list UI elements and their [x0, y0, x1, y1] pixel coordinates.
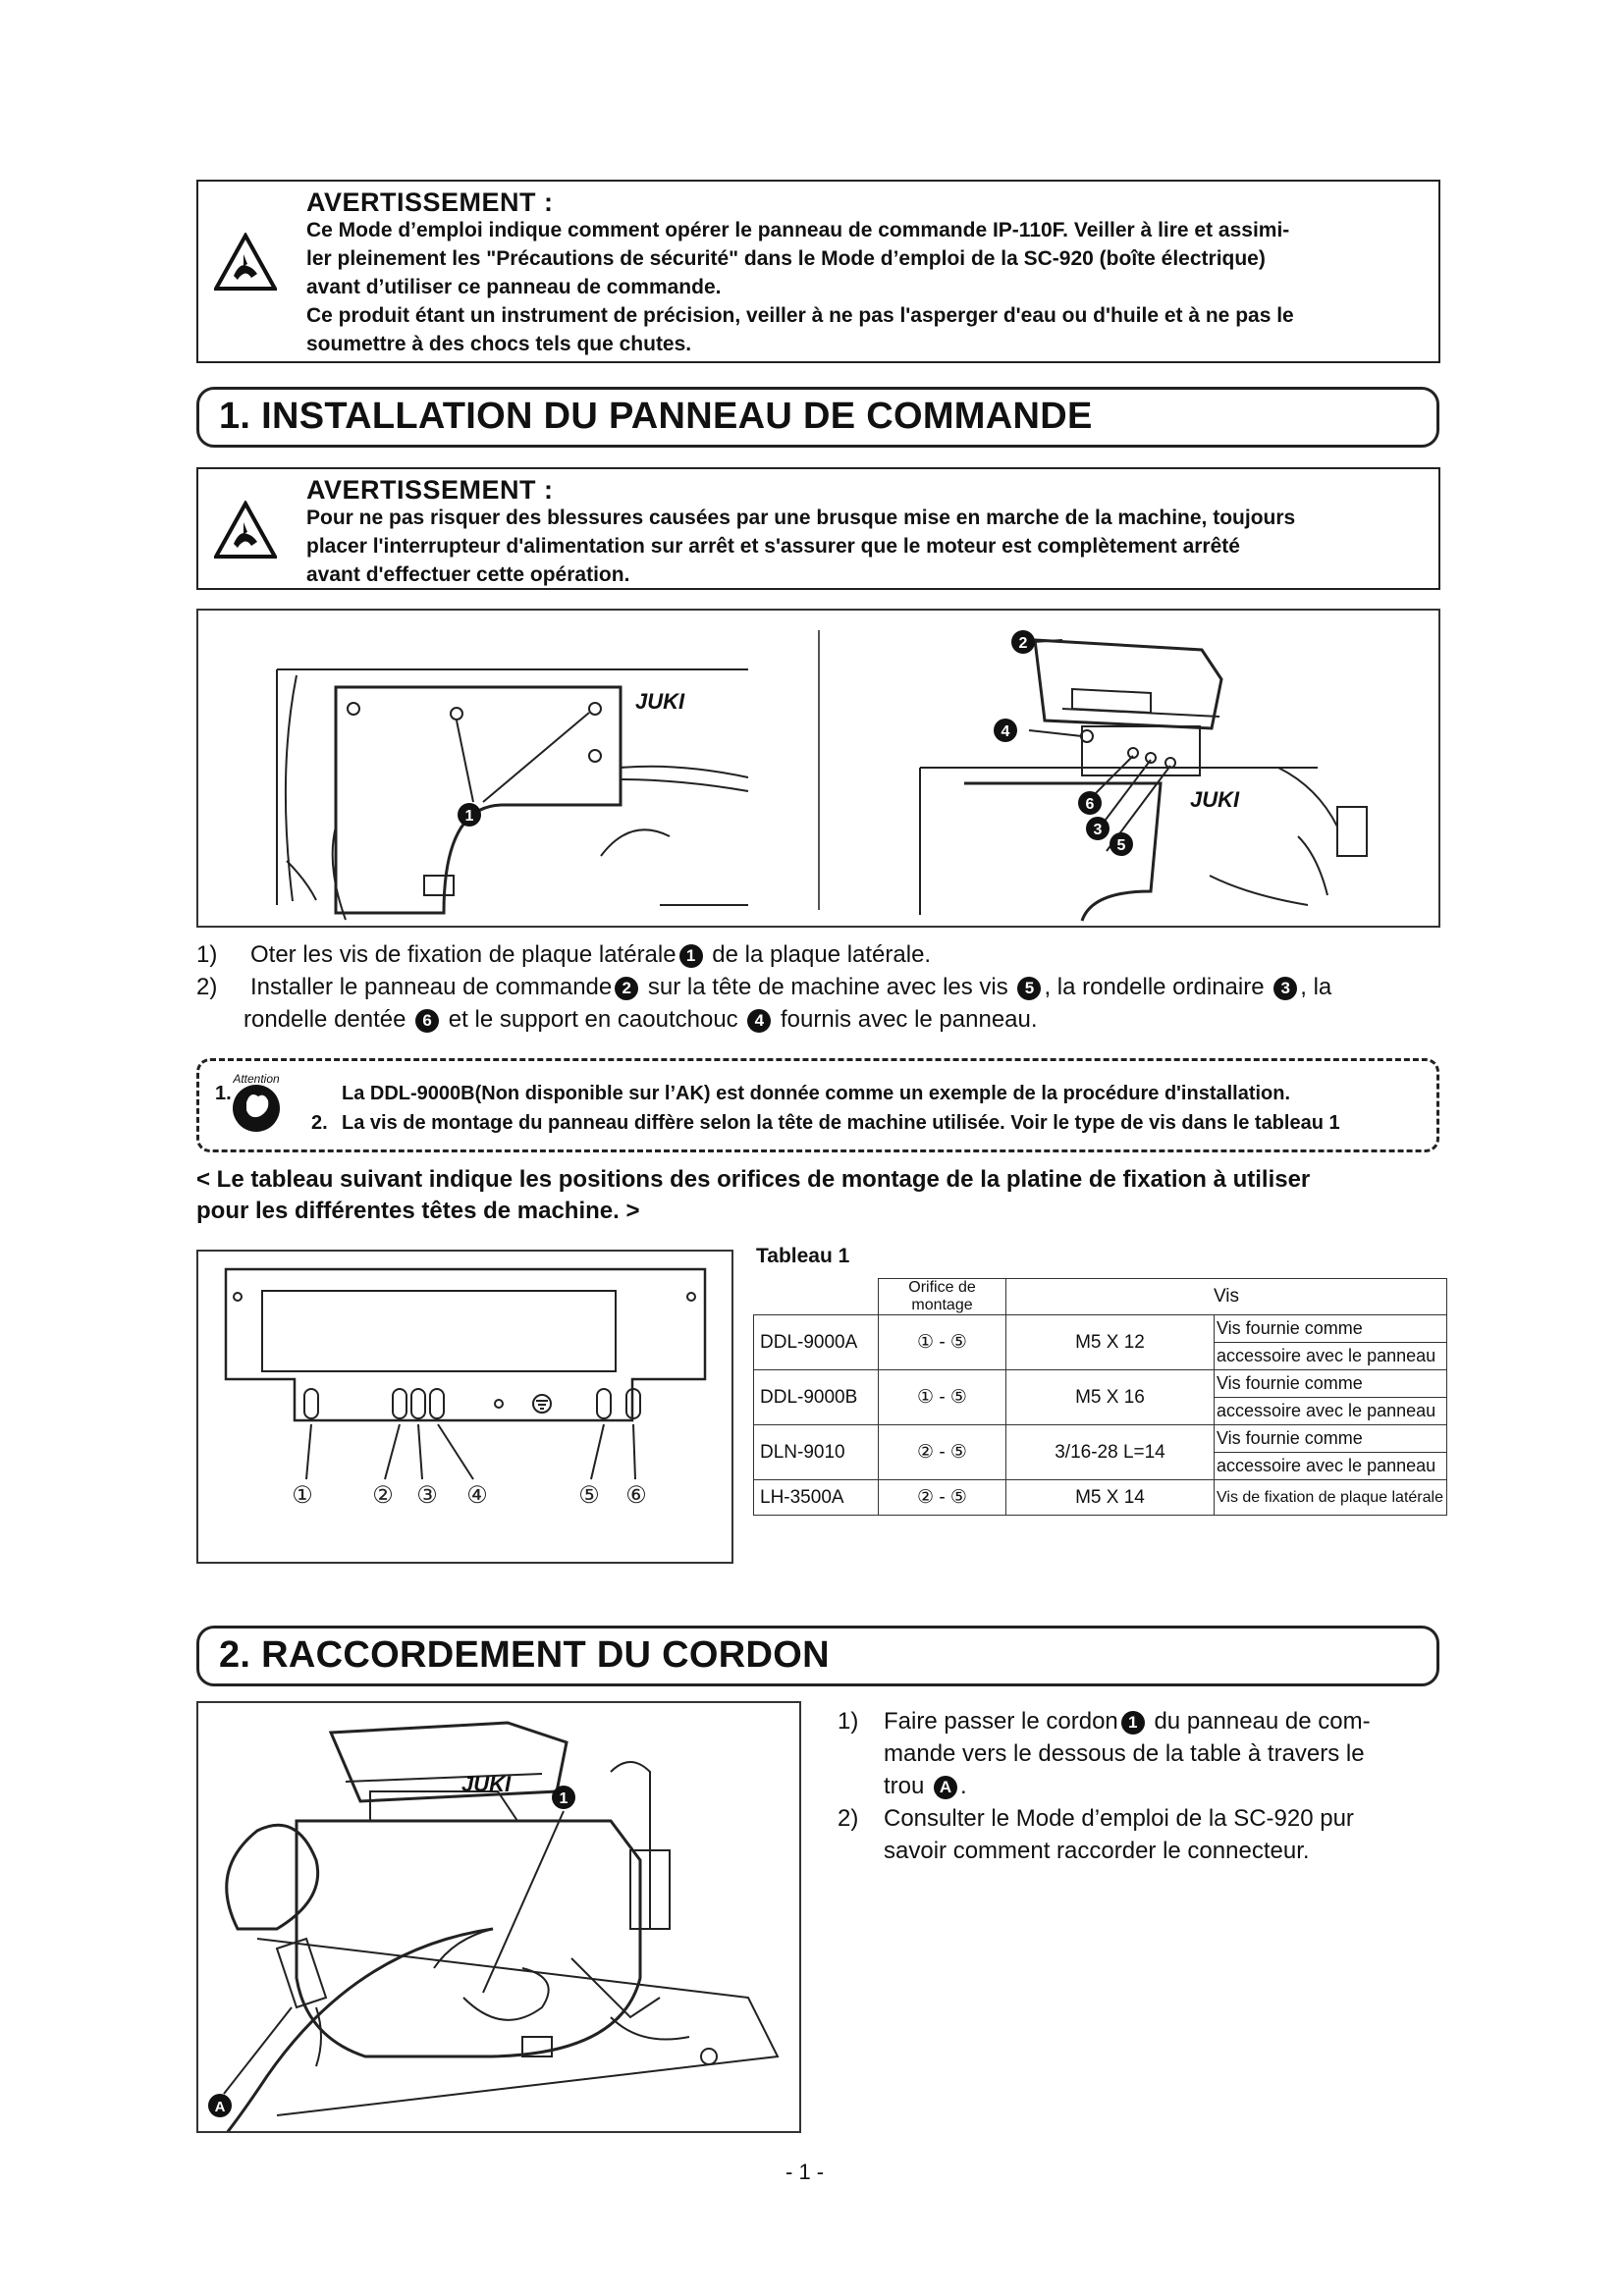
plate-hole-label: ③	[416, 1482, 438, 1509]
attention-box	[196, 1058, 1439, 1152]
section-1-header	[196, 387, 1439, 448]
attention-line-1: La DDL-9000B(Non disponible sur l’AK) est donnée comme un exemple de la procédure d'installation.	[342, 1083, 1291, 1104]
svg-text:3: 3	[1093, 822, 1103, 838]
section-2-title: 2. RACCORDEMENT DU CORDON	[219, 1634, 830, 1676]
section-2-header	[196, 1626, 1439, 1686]
table-row: DDL-9000A ① - ⑤ M5 X 12 Vis fournie comme	[754, 1315, 1447, 1343]
table-header: Orifice de montage	[879, 1279, 1006, 1315]
attention-line-2: La vis de montage du panneau diffère selon la tête de machine utilisée. Voir le type de vis dans le tableau 1	[342, 1112, 1340, 1134]
step-2: 2) Installer le panneau de commande 2 sur la tête de machine avec les vis 5 , la rondelle ordinaire 3 , la	[196, 974, 1332, 1000]
svg-text:1: 1	[464, 808, 474, 825]
table-row: DDL-9000B ① - ⑤ M5 X 16 Vis fournie comme	[754, 1370, 1447, 1398]
step-1: 1) Faire passer le cordon 1 du panneau de com- mande vers le dessous de la table à travers le trou A .	[838, 1708, 1371, 1799]
plate-hole-label: ②	[372, 1482, 394, 1509]
step-2: 2) Consulter le Mode d’emploi de la SC-920 pur savoir comment raccorder le connecteur.	[838, 1805, 1354, 1864]
svg-text:6: 6	[1085, 796, 1095, 813]
warning-box-2	[196, 467, 1440, 590]
brand-logo: JUKI	[1190, 787, 1240, 812]
step-2-continued: rondelle dentée 6 et le support en caoutchouc 4 fournis avec le panneau.	[244, 1006, 1038, 1033]
callout-badge: 1	[559, 1790, 568, 1807]
plate-hole-label: ①	[292, 1482, 313, 1509]
step-1: 1) Oter les vis de fixation de plaque latérale 1 de la plaque latérale.	[196, 941, 932, 968]
warning-triangle-icon	[214, 501, 277, 560]
cord-steps	[838, 1705, 1436, 1867]
brand-logo: JUKI	[461, 1772, 512, 1796]
table-header-row	[754, 1279, 1447, 1315]
table-caption: Tableau 1	[756, 1245, 850, 1267]
svg-text:2: 2	[1018, 635, 1028, 652]
table-intro-note: < Le tableau suivant indique les positions des orifices de montage de la platine de fixation à utiliser pour les différentes têtes de machine. >	[196, 1166, 1311, 1224]
plate-hole-label: ⑥	[625, 1482, 647, 1509]
table-row: DLN-9010 ② - ⑤ 3/16-28 L=14 Vis fournie comme	[754, 1425, 1447, 1453]
cord-connection-figure	[196, 1701, 801, 2133]
warning-title: AVERTISSEMENT :	[306, 187, 554, 217]
plate-hole-label: ⑤	[578, 1482, 600, 1509]
mounting-plate-figure	[196, 1250, 733, 1564]
warning-triangle-icon	[214, 233, 277, 292]
plate-hole-label: ④	[466, 1482, 488, 1509]
attention-number-2: 2.	[311, 1112, 328, 1134]
brand-logo: JUKI	[635, 689, 685, 714]
table-header: Vis	[1006, 1279, 1447, 1315]
svg-text:Attention: Attention	[233, 1072, 280, 1086]
callout-badge: A	[214, 2099, 226, 2115]
attention-number-1: 1.	[215, 1083, 232, 1104]
installation-steps	[196, 938, 1443, 1036]
section-1-title: 1. INSTALLATION DU PANNEAU DE COMMANDE	[219, 396, 1093, 437]
installation-figure	[196, 609, 1440, 928]
table-row: LH-3500A ② - ⑤ M5 X 14 Vis de fixation de plaque latérale	[754, 1480, 1447, 1516]
page-number: - 1 -	[785, 2160, 825, 2184]
cord-connection-illustration	[198, 1703, 799, 2131]
installation-illustration	[198, 611, 1438, 926]
svg-text:4: 4	[1001, 723, 1010, 740]
warning-text: Ce Mode d’emploi indique comment opérer le panneau de commande IP-110F. Veiller à lire et assimi- ler pleinement les "Précautions de sécurité" dans le Mode d’emploi de la SC-920 (boîte électrique) avant d’utiliser ce panneau de commande. Ce produit étant un instrument de précision, veiller à ne pas l'asperger d'eau ou d'huile et à ne pas le soumettre à des chocs tels que chutes.	[306, 219, 1294, 355]
svg-text:5: 5	[1116, 837, 1126, 854]
screw-table: Orifice de montage Vis DDL-9000A ① - ⑤ M5 X 12 Vis fournie comme accessoire avec le panneau DDL-9000B ① - ⑤ M5 X 16 Vis fournie comme accessoire avec le panneau DLN-9010 ② - ⑤ 3/16-28 L=14 Vis fournie comme accessoire avec le panneau LH-3500A ② - ⑤ M5 X 14 Vis de fixation de plaque latérale	[753, 1278, 1447, 1516]
warning-title: AVERTISSEMENT :	[306, 475, 554, 505]
warning-text: Pour ne pas risquer des blessures causées par une brusque mise en marche de la machine, toujours placer l'interrupteur d'alimentation sur arrêt et s'assurer que le moteur est complètement arrêté avant d'effectuer cette opération.	[306, 507, 1296, 586]
callout-badges	[458, 630, 1133, 856]
warning-box-1	[196, 180, 1440, 363]
mounting-plate-illustration	[198, 1252, 731, 1562]
